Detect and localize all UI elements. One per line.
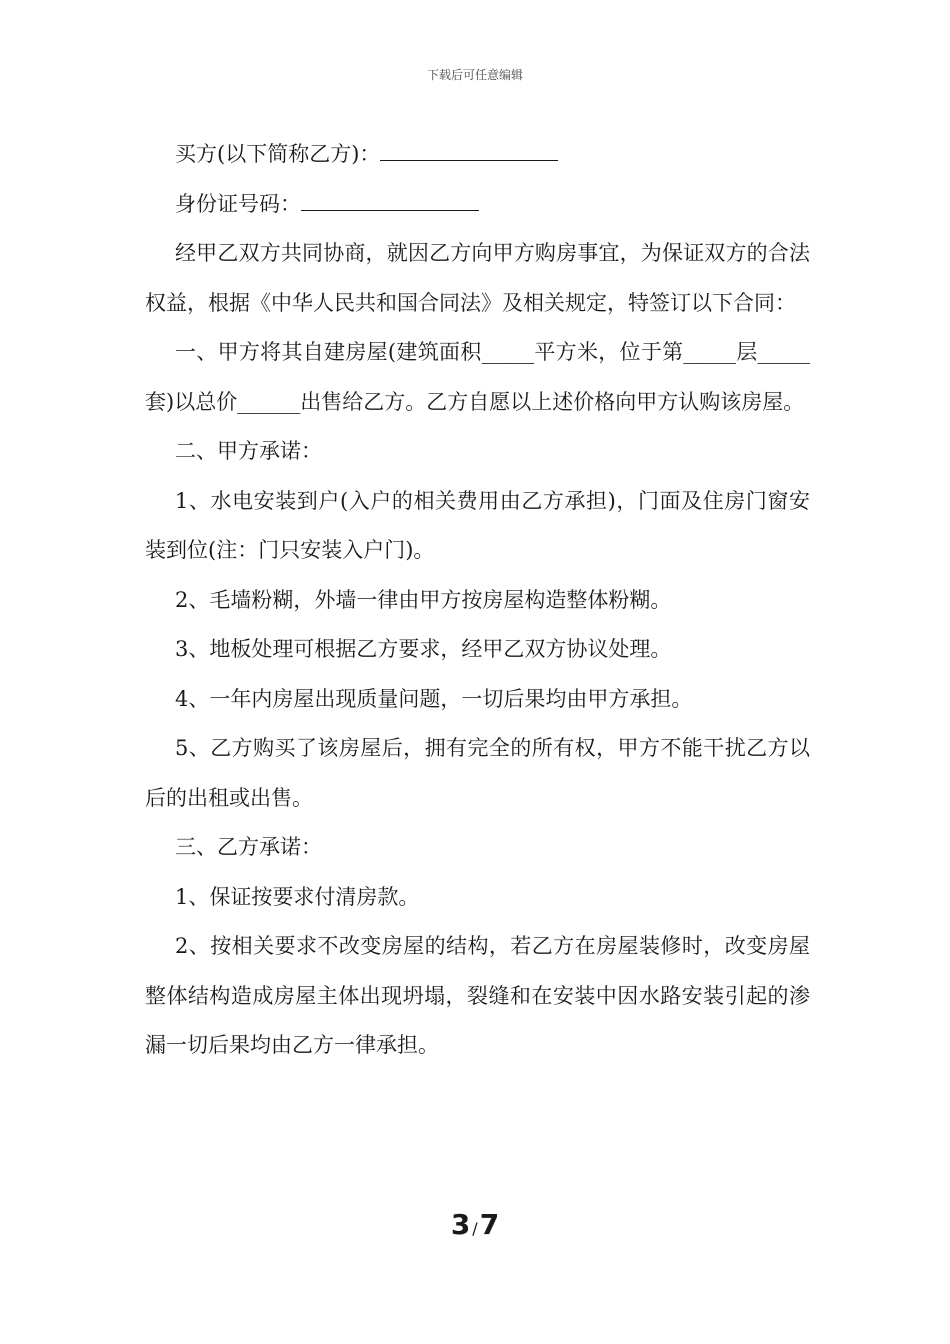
page-number bbox=[0, 1208, 950, 1241]
section-3-item-2: 2、按相关要求不改变房屋的结构，若乙方在房屋装修时，改变房屋整体结构造成房屋主体出现坍塌，裂缝和在安装中因水路安装引起的渗漏一切后果均由乙方一律承担。 bbox=[145, 934, 810, 1057]
page-separator: / bbox=[472, 1219, 478, 1238]
buyer-line bbox=[145, 130, 810, 180]
section-2-item-3: 3、地板处理可根据乙方要求，经甲乙双方协议处理。 bbox=[175, 637, 672, 661]
buyer-label: 买方(以下简称乙方)： bbox=[175, 142, 381, 166]
intro-paragraph: 经甲乙双方共同协商，就因乙方向甲方购房事宜，为保证双方的合法权益，根据《中华人民共和国合同法》及相关规定，特签订以下合同： bbox=[145, 241, 810, 315]
page-current: 3 bbox=[450, 1208, 471, 1241]
id-line bbox=[145, 180, 810, 230]
contract-body bbox=[145, 130, 810, 1071]
clause-1: 一、甲方将其自建房屋(建筑面积_____平方米，位于第_____层_____套)以总价______出售给乙方。乙方自愿以上述价格向甲方认购该房屋。 bbox=[145, 340, 810, 414]
page-total: 7 bbox=[479, 1208, 500, 1241]
buyer-name-blank bbox=[380, 140, 558, 161]
id-number-blank bbox=[301, 190, 479, 211]
id-label: 身份证号码： bbox=[175, 191, 301, 216]
section-2-item-4: 4、一年内房屋出现质量问题，一切后果均由甲方承担。 bbox=[175, 686, 693, 711]
section-2-item-2: 2、毛墙粉糊，外墙一律由甲方按房屋构造整体粉糊。 bbox=[175, 587, 672, 612]
section-2-item-5: 5、乙方购买了该房屋后，拥有完全的所有权，甲方不能干扰乙方以后的出租或出售。 bbox=[145, 736, 810, 810]
section-2-title: 二、甲方承诺： bbox=[175, 439, 322, 463]
section-2-item-1: 1、水电安装到户(入户的相关费用由乙方承担)，门面及住房门窗安装到位(注：门只安装入户门)。 bbox=[145, 488, 810, 562]
section-3-title: 三、乙方承诺： bbox=[175, 835, 322, 859]
section-3-item-1: 1、保证按要求付清房款。 bbox=[175, 884, 420, 909]
page-header: 下载后可任意编辑 bbox=[426, 68, 523, 82]
